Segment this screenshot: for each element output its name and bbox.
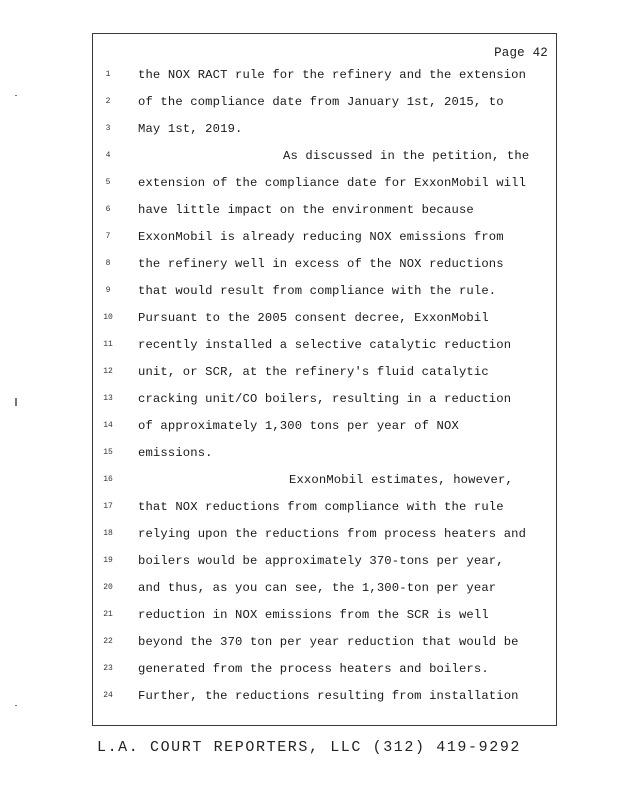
line-text: May 1st, 2019.: [138, 122, 243, 136]
line-number: 23: [103, 664, 113, 673]
page-number: Page 42: [494, 46, 548, 60]
transcript-line: [93, 256, 556, 283]
line-number: 10: [103, 313, 113, 322]
line-text: emissions.: [138, 446, 213, 460]
line-text: relying upon the reductions from process heaters and: [138, 527, 527, 541]
line-text: of approximately 1,300 tons per year of NOX: [138, 419, 459, 433]
line-number: 21: [103, 610, 113, 619]
transcript-line: [93, 202, 556, 229]
transcript-line: [93, 418, 556, 445]
transcript-line: [93, 337, 556, 364]
line-number: 11: [103, 340, 113, 349]
line-text: that would result from compliance with the rule.: [138, 284, 497, 298]
line-text: extension of the compliance date for ExxonMobil will: [138, 176, 527, 190]
line-number: 19: [103, 556, 113, 565]
margin-mark: [15, 398, 17, 406]
transcript-line: [93, 175, 556, 202]
line-text: ExxonMobil estimates, however,: [289, 473, 513, 487]
line-text: cracking unit/CO boilers, resulting in a reduction: [138, 392, 512, 406]
transcript-line: [93, 580, 556, 607]
line-number: 3: [105, 124, 111, 133]
transcript-line: [93, 67, 556, 94]
transcript-line: [93, 553, 556, 580]
transcript-line: [93, 688, 556, 715]
line-text: beyond the 370 ton per year reduction that would be: [138, 635, 519, 649]
line-number: 9: [105, 286, 111, 295]
transcript-line: [93, 364, 556, 391]
line-text: Pursuant to the 2005 consent decree, ExxonMobil: [138, 311, 489, 325]
line-text: ExxonMobil is already reducing NOX emissions from: [138, 230, 504, 244]
line-number: 16: [103, 475, 113, 484]
line-number: 13: [103, 394, 113, 403]
transcript-line: [93, 472, 556, 499]
line-number: 12: [103, 367, 113, 376]
transcript-line: [93, 148, 556, 175]
transcript-lines: [93, 67, 556, 715]
margin-mark: [15, 95, 17, 96]
line-number: 14: [103, 421, 113, 430]
court-reporter-footer: L.A. COURT REPORTERS, LLC (312) 419-9292: [96, 739, 522, 756]
line-number: 18: [103, 529, 113, 538]
transcript-line: [93, 445, 556, 472]
line-text: that NOX reductions from compliance with the rule: [138, 500, 504, 514]
line-text: boilers would be approximately 370-tons per year,: [138, 554, 504, 568]
line-text: unit, or SCR, at the refinery's fluid catalytic: [138, 365, 489, 379]
line-text: recently installed a selective catalytic reduction: [138, 338, 512, 352]
line-text: reduction in NOX emissions from the SCR is well: [138, 608, 489, 622]
margin-mark: [15, 705, 17, 706]
line-number: 4: [105, 151, 111, 160]
line-number: 6: [105, 205, 111, 214]
line-text: and thus, as you can see, the 1,300-ton per year: [138, 581, 497, 595]
transcript-line: [93, 634, 556, 661]
line-number: 8: [105, 259, 111, 268]
line-text: Further, the reductions resulting from installation: [138, 689, 519, 703]
line-number: 15: [103, 448, 113, 457]
line-text: the NOX RACT rule for the refinery and the extension: [138, 68, 527, 82]
line-number: 1: [105, 70, 111, 79]
transcript-line: [93, 661, 556, 688]
line-text: of the compliance date from January 1st, 2015, to: [138, 95, 504, 109]
line-text: the refinery well in excess of the NOX reductions: [138, 257, 504, 271]
transcript-line: [93, 499, 556, 526]
transcript-line: [93, 310, 556, 337]
line-number: 5: [105, 178, 111, 187]
line-number: 20: [103, 583, 113, 592]
transcript-line: [93, 391, 556, 418]
line-number: 22: [103, 637, 113, 646]
line-number: 24: [103, 691, 113, 700]
line-number: 2: [105, 97, 111, 106]
transcript-line: [93, 526, 556, 553]
transcript-line: [93, 94, 556, 121]
line-number: 17: [103, 502, 113, 511]
line-text: generated from the process heaters and boilers.: [138, 662, 489, 676]
transcript-line: [93, 607, 556, 634]
line-text: As discussed in the petition, the: [283, 149, 530, 163]
transcript-page: [92, 33, 557, 726]
transcript-line: [93, 121, 556, 148]
line-text: have little impact on the environment because: [138, 203, 474, 217]
transcript-line: [93, 283, 556, 310]
line-number: 7: [105, 232, 111, 241]
transcript-line: [93, 229, 556, 256]
